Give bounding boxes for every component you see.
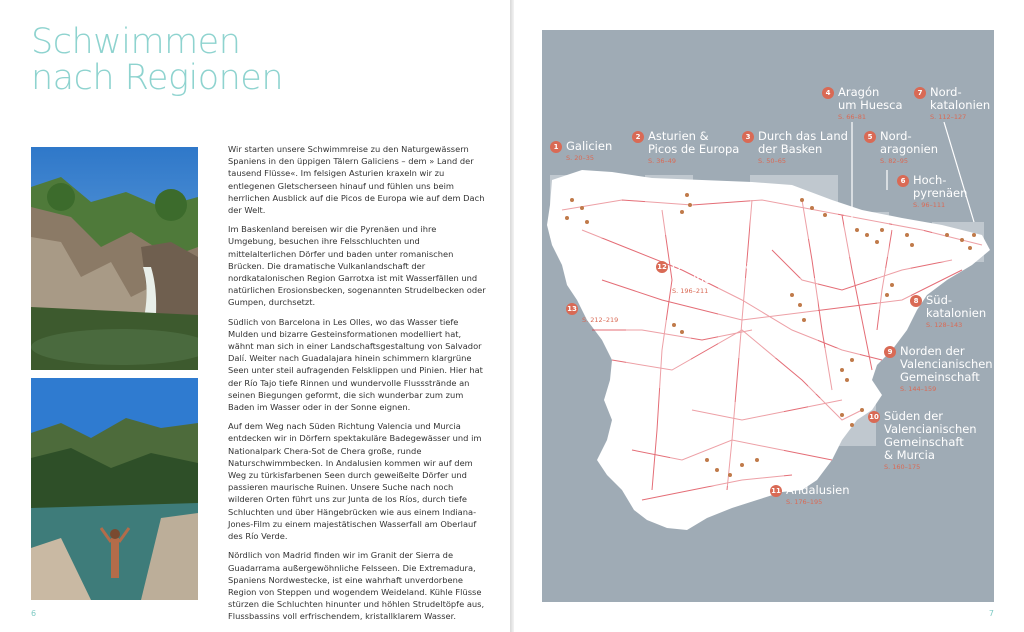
region-name-line: Aragón xyxy=(838,85,880,99)
page-number-right: 7 xyxy=(988,609,994,618)
region-label-aragon-huesca xyxy=(822,86,903,122)
region-name-line: Gemeinschaft xyxy=(900,370,980,384)
region-page-ref: S. 66–81 xyxy=(838,113,867,121)
paragraph: Nördlich von Madrid finden wir im Granit der Sierra de Guadarrama außergewöhnliche Felsseen. Die Extremadura, Spaniens Nordwestecke, ist eine wahrhaft unverdorbene Region von Steppen und wogendem Weideland. Kühle Flüsse stürzen die Schluchten hinunter und höhlen Strudeltöpfe aus, Flussbassins voll erfrischendem, kristallklarem Wasser. xyxy=(228,550,485,622)
region-label-suedkatalonien xyxy=(910,294,986,330)
waterfall-photo xyxy=(31,147,198,370)
region-page-ref: S. 160–175 xyxy=(884,463,921,471)
region-page-ref: S. 112–127 xyxy=(930,113,967,121)
region-number-badge: 2 xyxy=(632,131,644,143)
region-name-line: Süden der xyxy=(884,409,944,423)
region-page-ref: S. 176–195 xyxy=(786,498,823,506)
region-name-line: Nord- xyxy=(880,129,912,143)
body-text xyxy=(228,143,486,630)
spain-region-map xyxy=(542,30,994,602)
region-label-guadalajara-madrid xyxy=(656,260,754,296)
region-page-ref: S. 128–143 xyxy=(926,321,963,329)
region-number-badge: 9 xyxy=(884,346,896,358)
region-number-badge: 4 xyxy=(822,87,834,99)
region-page-ref: S. 196–211 xyxy=(672,287,709,295)
paragraph: Südlich von Barcelona in Les Olles, wo das Wasser tiefe Mulden und bizarre Gesteinsformationen modelliert hat, wähnt man sich in einer Landschaftsgestaltung von Salvador Dalí. Weiter nach Guadalajara hinein schimmern klargrüne Seen unter steil aufragenden Felsklippen und Pinien. Hier hat der Río Tajo tiefe Rinnen und wundervolle Flussstrände an seinen Biegungen geformt, die sich wunderbar zum zum Baden im Wasser oder in der Sonne eignen. xyxy=(228,316,483,413)
region-name-line: Guadalajara & xyxy=(672,259,755,273)
region-label-nordkatalonien xyxy=(914,86,990,122)
region-name-line: Durch das Land xyxy=(758,129,848,143)
paragraph: Wir starten unsere Schwimmreise zu den Naturgewässern Spaniens in den üppigen Tälern Galiciens – dem » Land der tausend Flüsse«. Im felsigen Asturien kraxeln wir zu entlegenen Gletscherseen hinauf und fühlen uns beim herrlichen Ausblick auf die Picos de Europa wie auf dem Dach der Welt. xyxy=(228,144,485,216)
region-number-badge: 13 xyxy=(567,304,577,313)
region-name-line: pyrenäen xyxy=(913,186,968,200)
region-label-nord-valencia xyxy=(884,345,993,394)
region-name-line: & Murcia xyxy=(884,448,935,462)
region-name-line: Galicien xyxy=(566,139,613,153)
region-label-hochpyrenaeen xyxy=(897,174,967,210)
region-label-nordaragonien xyxy=(864,130,938,166)
title-line-1: Schwimmen xyxy=(31,22,241,62)
region-name-line: katalonien xyxy=(926,306,987,320)
region-name-line: Gemeinschaft xyxy=(884,435,964,449)
region-page-ref: S. 144–159 xyxy=(900,385,937,393)
region-number-badge: 1 xyxy=(550,141,562,153)
region-label-sued-valencia-murcia xyxy=(868,410,977,472)
paragraph: Auf dem Weg nach Süden Richtung Valencia und Murcia entdecken wir in Dörfern spektakuläre Badegewässer und im Nationalpark Chera-Sot de Chera große, runde Naturschwimmbecken. In Andalusien kommen wir auf dem Weg zu türkisfarbenen Seen durch geweißelte Dörfer und passieren maurische Ruinen. Unsere Suche nach noch wilderen Orten führt uns zur Junta de los Ríos, durch tiefe Schluchten und über Hängebrücken wie aus einem Indiana-Jones-Film zu einem majestätischen Wasserfall am Oberlauf des Río Verde. xyxy=(228,421,482,542)
region-page-ref: S. 82–95 xyxy=(880,157,909,165)
region-page-ref: S. 212–219 xyxy=(582,316,619,324)
page-number-left: 6 xyxy=(31,609,37,618)
region-page-ref: S. 36–49 xyxy=(648,157,677,165)
region-label-extremadura xyxy=(566,302,657,325)
region-name-line: der Basken xyxy=(758,142,823,156)
region-number-badge: 5 xyxy=(864,131,876,143)
region-label-basken xyxy=(742,130,848,166)
region-name-line: katalonien xyxy=(930,98,991,112)
region-number-badge: 10 xyxy=(869,412,879,421)
lake-photo xyxy=(31,378,198,600)
region-number-badge: 6 xyxy=(897,175,909,187)
region-name-line: Norden der xyxy=(900,344,965,358)
region-page-ref: S. 20–35 xyxy=(566,154,595,162)
region-label-asturien xyxy=(632,130,739,166)
region-name-line: Süd- xyxy=(926,293,953,307)
region-label-galicien xyxy=(550,140,612,163)
title-line-2: nach Regionen xyxy=(31,58,284,98)
region-name-line: Extremadura xyxy=(582,301,657,315)
region-name-line: aragonien xyxy=(880,142,939,156)
region-name-line: Andalusien xyxy=(786,483,850,497)
region-name-line: Asturien & xyxy=(648,129,709,143)
region-number-badge: 11 xyxy=(771,486,781,495)
region-number-badge: 3 xyxy=(742,131,754,143)
paragraph: Im Baskenland bereisen wir die Pyrenäen und ihre Umgebung, besuchen ihre Felsschluchten und mittelalterlichen Dörfer und baden unter romanischen Brücken. Die dramatische Vulkanlandschaft der nordkatalonischen Region Garrotxa ist mit Wasserfällen und natürlichen Erosionsbecken, sogenannten Strudelbecken oder Gumpen, durchsetzt. xyxy=(228,224,486,308)
region-number-badge: 7 xyxy=(914,87,926,99)
region-page-ref: S. 96–111 xyxy=(913,201,946,209)
region-name-line: Valencianischen xyxy=(884,422,977,436)
region-name-line: Madrid xyxy=(672,272,712,286)
page-title xyxy=(31,24,283,96)
region-name-line: Picos de Europa xyxy=(648,142,740,156)
region-name-line: um Huesca xyxy=(838,98,903,112)
left-page xyxy=(0,0,510,632)
region-name-line: Valencianischen xyxy=(900,357,993,371)
region-name-line: Nord- xyxy=(930,85,962,99)
region-name-line: Hoch- xyxy=(913,173,947,187)
region-page-ref: S. 50–65 xyxy=(758,157,787,165)
region-number-badge: 12 xyxy=(657,262,667,271)
region-label-andalusien xyxy=(770,484,850,507)
region-number-badge: 8 xyxy=(910,295,922,307)
